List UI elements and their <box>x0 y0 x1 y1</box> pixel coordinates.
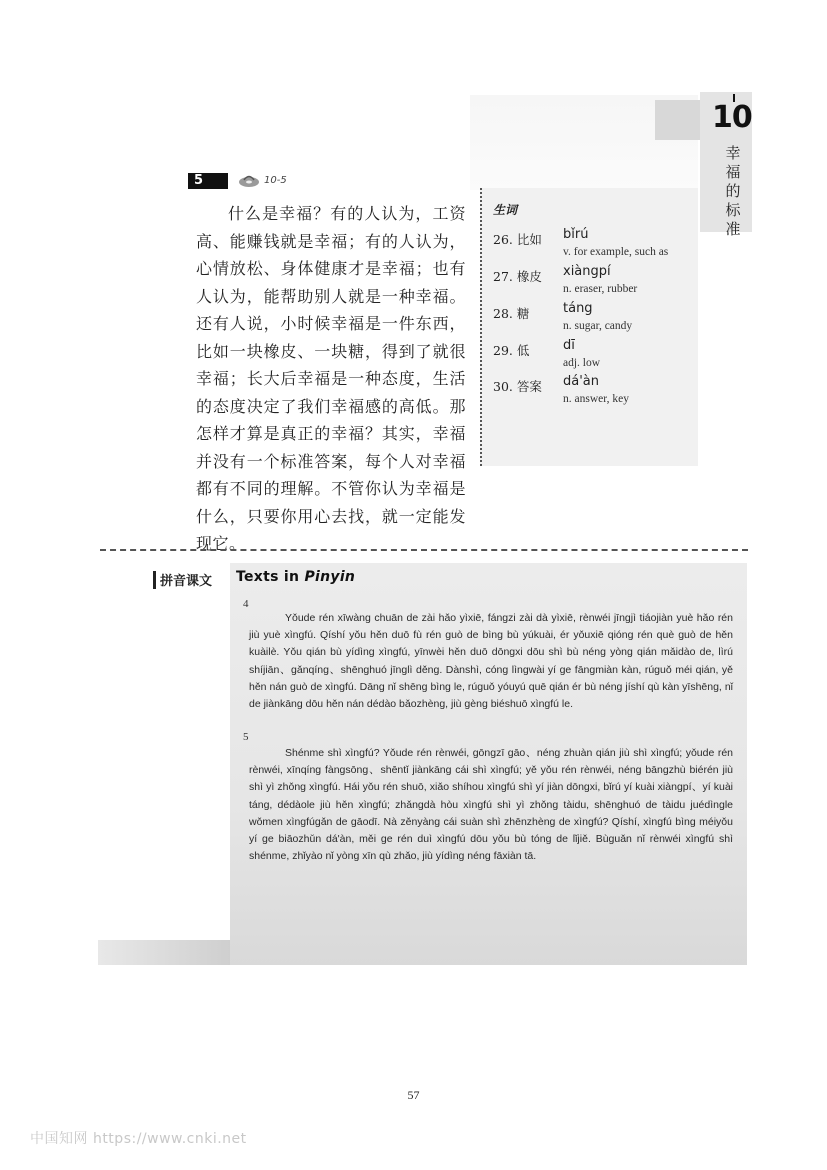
section-number: 5 <box>188 173 228 189</box>
vocab-word: 27. 橡皮 <box>493 269 542 284</box>
vocab-definition: n. sugar, candy <box>563 320 633 332</box>
pinyin-heading-prefix: Texts in <box>236 569 305 585</box>
vocab-definition: n. answer, key <box>563 393 629 405</box>
vocab-word: 26. 比如 <box>493 232 542 247</box>
vocab-pinyin: dī <box>563 338 575 353</box>
pinyin-heading-italic: Pinyin <box>304 569 356 585</box>
vocab-definition: n. eraser, rubber <box>563 283 638 295</box>
pinyin-heading-chinese: 拼音课文 <box>160 574 213 589</box>
faded-badge <box>655 100 700 140</box>
vocab-pinyin: bǐrú <box>563 227 589 242</box>
pinyin-heading-english <box>236 569 355 585</box>
vocabulary-heading: 生词 <box>493 203 518 217</box>
vocab-definition: v. for example, such as <box>563 246 669 258</box>
vocab-pinyin: dá'àn <box>563 374 599 389</box>
page-number: 57 <box>407 1088 420 1102</box>
audio-disc-icon <box>238 171 260 189</box>
chinese-passage: 什么是幸福？有的人认为，工资高、能赚钱就是幸福；有的人认为，心情放松、身体健康才是幸福；也有人认为，能帮助别人就是一种幸福。还有人说，小时候幸福是一件东西，比如一块橡皮、一块糖，得到了就很幸福；长大后幸福是一种态度，生活的态度决定了我们幸福感的高低。那怎样才算是真正的幸福？其实，幸福并没有一个标准答案，每个人对幸福都有不同的理解。不管你认为幸福是什么，只要你用心去找，就一定能发现它。 <box>196 204 466 553</box>
watermark: 中国知网 https://www.cnki.net <box>30 1131 247 1147</box>
chapter-title: 幸福的标准 <box>725 144 741 238</box>
chapter-number: 10 <box>712 100 752 135</box>
panel-shadow <box>98 940 230 965</box>
paragraph-number: 5 <box>243 731 249 743</box>
vocab-pinyin: táng <box>563 301 593 316</box>
dashed-separator <box>100 549 748 551</box>
vocab-definition: adj. low <box>563 357 601 369</box>
track-number: 10-5 <box>264 175 287 186</box>
vocab-pinyin: xiàngpí <box>563 264 611 279</box>
pinyin-paragraph: Yǒude rén xīwàng chuān de zài hǎo yìxiē, fángzi zài dà yìxiē, rènwéi jīngjì tiáojiàn yuè hǎo rén jiù yuè xìngfú. Qíshí yǒu hěn duō fù rén guò de bìng bù yúkuài, ér yǒuxiē qióng rén què guò de hěn kuàilè. Yǒu qián bù yídìng xìngfú, yīnwèi hěn duō dōngxi dōu shì bù néng yòng qián mǎidào de, lìrú shíjiān、gǎnqíng、shēnghuó jīnglì děng. Dànshì, cóng lìngwài yí ge fāngmiàn kàn, rúguǒ méi qián, yě hěn nán guò de xìngfú. Dāng nǐ shēng bìng le, rúguǒ yóuyú quē qián ér bù néng jíshí qù kàn yīshēng, nǐ de jiànkāng dōu hěn nán dédào bǎozhèng, jiù gèng biéshuō xìngfú le. <box>249 612 733 711</box>
vocab-word: 30. 答案 <box>493 379 542 394</box>
vocab-word: 28. 糖 <box>493 306 530 321</box>
section-marker <box>153 571 156 589</box>
pinyin-paragraph: Shénme shì xìngfú? Yǒude rén rènwéi, gōngzī gāo、néng zhuàn qián jiù shì xìngfú; yǒude rén rènwéi, xīnqíng fàngsōng、shēntǐ jiànkāng cái shì xìngfú; yě yǒu rén rènwéi, néng bāngzhù biérén jiù shì yì zhǒng xìngfú. Hái yǒu rén shuō, xiǎo shíhou xìngfú shì yí jiàn dōngxi, bǐrú yí kuài xiàngpí、yí kuài táng, dédàole jiù hěn xìngfú; zhǎngdà hòu xìngfú shì yì zhǒng tàidu, shēnghuó de tàidu juédìngle wǒmen xìngfúgǎn de gāodī. Nà zěnyàng cái suàn shì zhēnzhèng de xìngfú? Qíshí, xìngfú bìng méiyǒu yí ge biāozhǔn dá'àn, měi ge rén duì xìngfú dōu yǒu bù tóng de lǐjiě. Bùguǎn nǐ rènwéi xìngfú shì shénme, zhǐyào nǐ yòng xīn qù zhǎo, jiù yídìng néng fāxiàn tā. <box>249 747 733 863</box>
paragraph-number: 4 <box>243 598 249 610</box>
vocab-word: 29. 低 <box>493 343 530 358</box>
